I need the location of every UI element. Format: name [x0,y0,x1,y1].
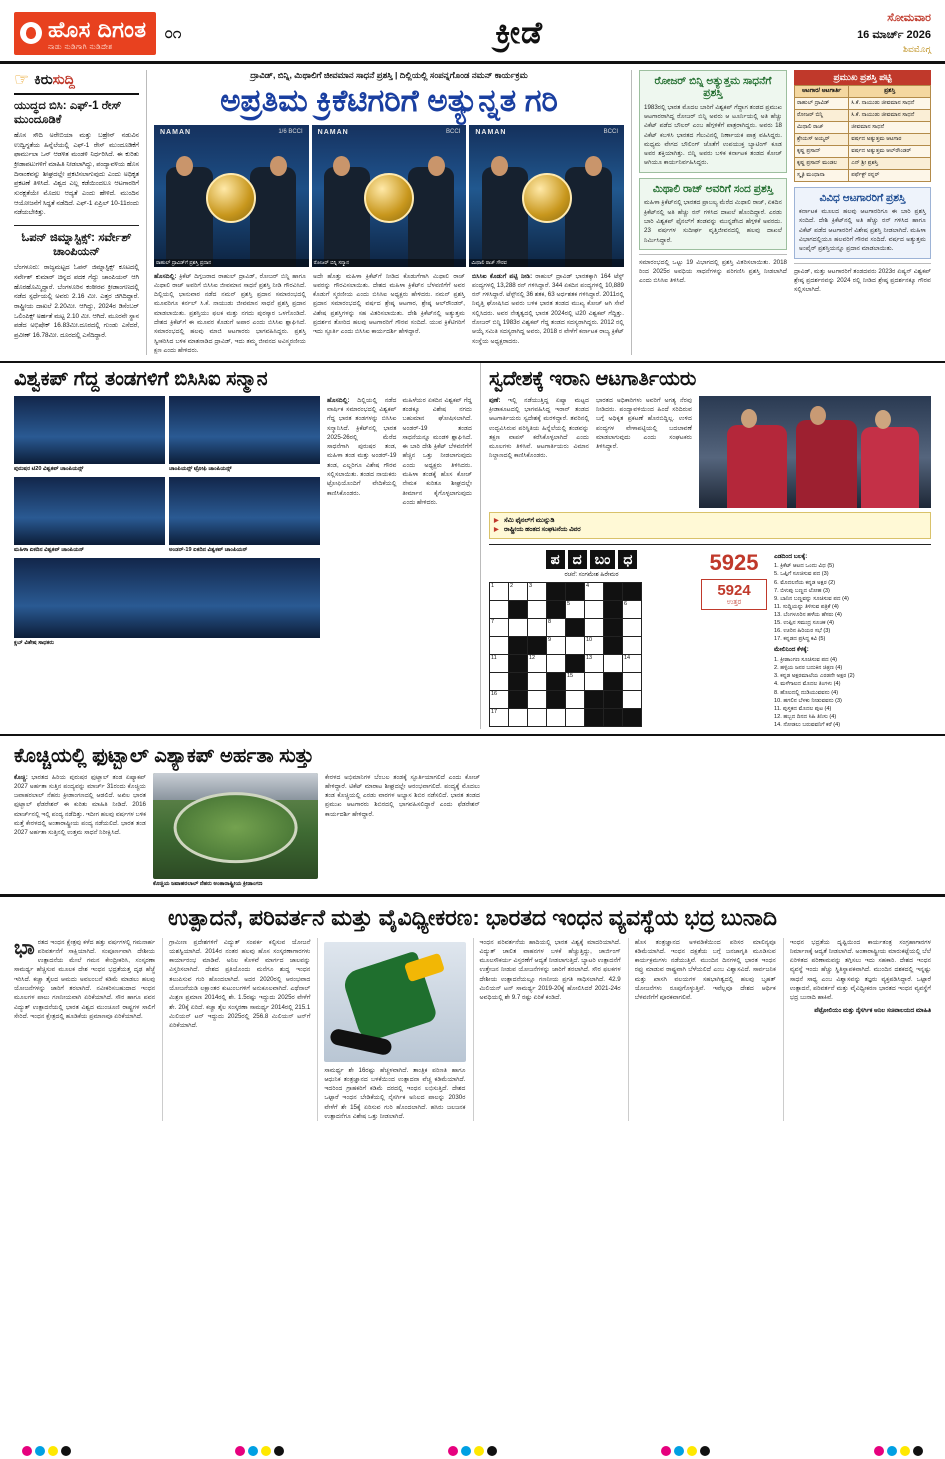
kochi-photo-caption: ಕೊಚ್ಚಿಯ ಜವಾಹರಲಾಲ್ ನೆಹರು ಅಂತಾರಾಷ್ಟ್ರೀಯ ಕ್ರೀಡಾಂಗಣ [153,880,263,887]
lead-photo-2 [312,125,467,267]
feature-col-4: ಇಂಧನ ಪರಿವರ್ತನೆಯ ಹಾದಿಯಲ್ಲಿ ಭಾರತ ವಿಶ್ವಕ್ಕೆ ಮಾದರಿಯಾಗಿದೆ. ವಿದ್ಯುತ್ ಚಾಲಿತ ವಾಹನಗಳ ಬಳಕೆ ಹೆಚ್ಚುತ್ತಿದ್ದು, ಚಾರ್ಜಿಂಗ್ ಮೂಲಸೌಕರ್ಯ ವಿಸ್ತರಣೆಗೆ ಆದ್ಯತೆ ನೀಡಲಾಗುತ್ತಿದೆ. ಬ್ಯಾಟರಿ ಉತ್ಪಾದನೆಗೆ ಉತ್ತೇಜನ ನೀಡುವ ಯೋಜನೆಗಳನ್ನು ಜಾರಿಗೆ ತರಲಾಗಿದೆ. ಸೌರ ಫಲಕಗಳ ದೇಶೀಯ ಉತ್ಪಾದನೆಯಲ್ಲೂ ಗಣನೀಯ ಪ್ರಗತಿ ಸಾಧಿಸಲಾಗಿದೆ. 42.9 ಮಿಲಿಯನ್ ಟನ್ ಸಾಮರ್ಥ್ಯ 2019-20ಕ್ಕೆ ಹೋಲಿಸಿದರೆ 2021-24ರ ಅವಧಿಯಲ್ಲಿ ಶೇ 9.7 ರಷ್ಟು ಏರಿಕೆ ಕಂಡಿದೆ. [473,938,621,1122]
crossword-grid[interactable]: 1 2 3 4 5 6 7 8 9 10 11 12 13 14 15 16 17 [489,582,642,727]
trophy-icon [206,173,256,223]
crossword-credit: ರಚನೆ: ಸಂಗಮೇಶ ಹಿರೇಮಠ [564,571,619,578]
edition-number: ೦೧ [164,24,182,42]
down-label: ಮೇಲಿನಿಂದ ಕೆಳಕ್ಕೆ: [774,647,809,654]
crossword-number: 5925 [709,549,759,575]
table-row: ಮಿಥಾಲಿ ರಾಜ್ ಜೀವಮಾನ ಸಾಧನೆ [795,121,931,133]
previous-answer-label: ಉತ್ತರ [726,598,742,606]
other-awards-title: ವಿವಿಧ ಆಟಗಾರರಿಗೆ ಪ್ರಶಸ್ತಿ [819,191,906,204]
feature-col-1: ಭಾರತದ ಇಂಧನ ಕ್ಷೇತ್ರವು ಕಳೆದ ಹತ್ತು ವರ್ಷಗಳಲ್ಲಿ ಗಮನಾರ್ಹ ಪರಿವರ್ತನೆಗೆ ಸಾಕ್ಷಿಯಾಗಿದೆ. ಸಂಪೂರ್ಣವಾಗಿ ದೇಶೀಯ ಉತ್ಪಾದನೆಯ ಮೇಲೆ ಗಮನ ಕೇಂದ್ರೀಕರಿಸಿ, ಸಂಸ್ಕರಣಾ ಸಾಮರ್ಥ್ಯ ಹೆಚ್ಚಿಸುವ ಮೂಲಕ ದೇಶ ಇಂಧನ ಭದ್ರತೆಯತ್ತ ದೃಢ ಹೆಜ್ಜೆ ಇರಿಸಿದೆ. ಕಚ್ಚಾ ತೈಲದ ಆಮದು ಅವಲಂಬನೆ ಕಡಿಮೆ ಮಾಡಲು ಹಲವು ಯೋಜನೆಗಳನ್ನು ಜಾರಿಗೆ ತರಲಾಗಿದೆ. ನವೀಕರಿಸಬಹುದಾದ ಇಂಧನ ಮೂಲಗಳ ಪಾಲು ಗಣನೀಯವಾಗಿ ಏರಿಕೆಯಾಗಿದೆ. ಸೌರ ಹಾಗೂ ಪವನ ವಿದ್ಯುತ್ ಉತ್ಪಾದನೆಯಲ್ಲಿ ಭಾರತ ವಿಶ್ವದ ಮುಂಚೂಣಿ ರಾಷ್ಟ್ರಗಳ ಸಾಲಿಗೆ ಸೇರಿದೆ. ಇಂಧನ ಕ್ಷೇತ್ರದಲ್ಲಿ ಹೂಡಿಕೆಯ ಪ್ರಮಾಣವೂ ಏರಿಕೆಯಾಗಿದೆ. [14,936,156,1020]
top-zone [0,64,945,356]
mithali-box-footer: ಸಮಾರಂಭದಲ್ಲಿ ಒಟ್ಟು 19 ವಿಭಾಗದಲ್ಲಿ ಪ್ರಶಸ್ತಿ ವಿತರಿಸಲಾಯಿತು. 2018 ರಿಂದ 2025ರ ಅವಧಿಯ ಸಾಧನೆಗಳನ್ನು ಪರಿಗಣಿಸಿ ಪ್ರಶಸ್ತಿ ನೀಡಲಾಗಿದೆ ಎಂದು ಬಿಸಿಸಿಐ ತಿಳಿಸಿದೆ. [639,254,787,286]
feature-story [0,894,945,1122]
kochi-col-2: ಕೇರಳದ ಅಭಿಮಾನಿಗಳ ಬೆಂಬಲ ತಂಡಕ್ಕೆ ಸ್ಫೂರ್ತಿಯಾಗಲಿದೆ ಎಂದು ಕೋಚ್ ಹೇಳಿದ್ದಾರೆ. ಟಿಕೆಟ್ ಮಾರಾಟ ಶೀಘ್ರದಲ್ಲೇ ಆರಂಭವಾಗಲಿದೆ. ಪಂದ್ಯಕ್ಕೆ ಮೊದಲು ತಂಡ ಕೊಚ್ಚಿಯಲ್ಲಿ ಎರಡು ವಾರಗಳ ಅಭ್ಯಾಸ ಶಿಬಿರ ನಡೆಸಲಿದೆ. ಭಾರತ ತಂಡದ ಪ್ರಮುಖ ಆಟಗಾರರು ಶಿಬಿರದಲ್ಲಿ ಭಾಗವಹಿಸಲಿದ್ದಾರೆ ಎಂದು ಫೆಡರೇಶನ್ ಕಾರ್ಯದರ್ಶಿ ಹೇಳಿದ್ದಾರೆ. [325,773,480,818]
irani-col-2: ಭಾರತದ ಅಧಿಕಾರಿಗಳು ಅವರಿಗೆ ಅಗತ್ಯ ನೆರವು ನೀಡಿದರು. ಪಂದ್ಯಾವಳಿಯಿಂದ ಹಿಂದೆ ಸರಿದಿರುವ ಬಗ್ಗೆ ಅಧಿಕೃತ ಪ್ರಕಟಣೆ ಹೊರಬಿದ್ದಿಲ್ಲ. ಉಳಿದ ಪಂದ್ಯಗಳ ವೇಳಾಪಟ್ಟಿಯಲ್ಲಿ ಬದಲಾವಣೆ ಮಾಡಲಾಗುವುದು ಎಂದು ಸಂಘಟಕರು ತಿಳಿಸಿದ್ದಾರೆ. [596,396,692,451]
ticker-item: ▶ ಸೆಮಿ ಫೈನಲ್‌ಗೆ ಮುನ್ನುಡಿ [494,517,926,525]
crossword-letter: ಧ [618,550,637,569]
gallery-caption: ಅಂಡರ್-19 ಏಕದಿನ ವಿಶ್ವಕಪ್ ಚಾಂಪಿಯನ್ [169,546,248,553]
table-row: ಕೃಷ್ಣ ಪ್ರಸಾದ್ ಮಂಡಲ ಎನ್ ಶ್ರೀ ಪ್ರಶಸ್ತಿ [795,157,931,169]
gallery-caption: ಕ್ಲಬ್ ವಿಶೇಷ ಸಾಧಕರು [14,639,55,646]
mithali-box [639,178,787,250]
clue-item: 7. ಬಿಳುಪು ಬಣ್ಣದ ಲೋಹ (3) [774,587,830,594]
team-photo [169,396,320,464]
crossword-letter: ಬಂ [590,550,616,569]
clue-item: 5. ಒಪ್ಪಿಗೆ ಸೂಚಿಸುವ ಪದ (3) [774,571,829,578]
middle-zone [0,361,945,729]
feature-col-3-text: ಸಾಮರ್ಥ್ಯ ಶೇ 16ರಷ್ಟು ಹೆಚ್ಚಳವಾಗಿದೆ. ತಾಂತ್ರಿಕ ಪರಿಣತಿ ಹಾಗೂ ಆಧುನಿಕ ತಂತ್ರಜ್ಞಾನದ ಬಳಕೆಯಿಂದ ಉತ್ಪಾದನಾ ವೆಚ್ಚ ಕಡಿಮೆಯಾಗಿದೆ. ಇದರಿಂದ ಗ್ರಾಹಕರಿಗೆ ಕಡಿಮೆ ದರದಲ್ಲಿ ಇಂಧನ ಲಭಿಸುತ್ತಿದೆ. ದೇಶದ ಒಟ್ಟಾರೆ ಇಂಧನ ಬೇಡಿಕೆಯಲ್ಲಿ ನೈಸರ್ಗಿಕ ಅನಿಲದ ಪಾಲನ್ನು 2030ರ ವೇಳೆಗೆ ಶೇ 15ಕ್ಕೆ ಏರಿಸುವ ಗುರಿ ಹೊಂದಲಾಗಿದೆ. ಹಸಿರು ಜಲಜನಕ ಉತ್ಪಾದನೆಗೂ ವಿಶೇಷ ಒತ್ತು ನೀಡಲಾಗಿದೆ. [324,1066,466,1121]
clue-item: 1. ಕ್ರಿಕೆಟ್ ಆಟದ ಒಂದು ವಿಧ (5) [774,563,835,570]
stadium-photo [153,773,318,879]
brief-headline-1: ಯುದ್ಧದ ಬಿಸಿ: ಎಫ್-1 ರೇಸ್ ಮುಂದೂಡಿಕೆ [14,99,122,126]
photo-banner-sub-2: BCCI [446,128,461,135]
irani-col-1: ಪುಣೆ: ಇಲ್ಲಿ ನಡೆಯುತ್ತಿದ್ದ ಏಷ್ಯಾ ಮಟ್ಟದ ಕ್ರೀಡಾಕೂಟದಲ್ಲಿ ಭಾಗವಹಿಸಿದ್ದ ಇರಾನ್ ತಂಡದ ಆಟಗಾರ್ತಿಯರು ಸ್ವದೇಶಕ್ಕೆ ಮರಳಿದ್ದಾರೆ. ತವರಿನಲ್ಲಿ ಉದ್ಭವಿಸಿರುವ ಪರಿಸ್ಥಿತಿಯ ಹಿನ್ನೆಲೆಯಲ್ಲಿ ತಂಡವನ್ನು ತಕ್ಷಣ ವಾಪಸ್ ಕರೆಸಿಕೊಳ್ಳಲಾಗಿದೆ ಎಂದು ಮೂಲಗಳು ತಿಳಿಸಿವೆ. ಆಟಗಾರ್ತಿಯರು ವಿಮಾನ ನಿಲ್ದಾಣದಲ್ಲಿ ಕಾಣಿಸಿಕೊಂಡರು. [489,396,589,460]
clue-item: 6. ಮೊದಲನೆಯ ಕನ್ನಡ ಅಕ್ಷರ (2) [774,579,836,586]
gallery-caption: ಚಾಂಪಿಯನ್ಸ್ ಟ್ರೋಫಿ ಚಾಂಪಿಯನ್ಸ್ [169,465,232,472]
logo-block [14,12,181,55]
table-row: ರೋಜರ್ ಬಿನ್ನಿ ಸಿ.ಕೆ. ನಾಯುಡು ಜೀವಮಾನ ಸಾಧನೆ [795,109,931,121]
clue-item: 10. ಹಗಲಿನ ಬೆಳಕು ನೀಡುವವನು (3) [774,697,842,704]
lead-photo-strip [154,125,624,267]
feature-col-2: ಗ್ರಾಮೀಣ ಪ್ರದೇಶಗಳಿಗೆ ವಿದ್ಯುತ್ ಸಂಪರ್ಕ ಕಲ್ಪಿಸುವ ಯೋಜನೆ ಯಶಸ್ವಿಯಾಗಿದೆ. 2014ರ ನಂತರ ಹಲವು ಹೊಸ ಸಂಸ್ಕರಣಾಗಾರಗಳು ಕಾರ್ಯಾರಂಭ ಮಾಡಿವೆ. ಅನಿಲ ಕೊಳವೆ ಮಾರ್ಗದ ಜಾಲವನ್ನು ವಿಸ್ತರಿಸಲಾಗಿದೆ. ದೇಶದ ಪ್ರತಿಯೊಂದು ಮನೆಗೂ ಶುದ್ಧ ಇಂಧನ ತಲುಪಿಸುವ ಗುರಿ ಹೊಂದಲಾಗಿದೆ. ಅದರ 2020ರಲ್ಲಿ ಆರಂಭವಾದ ಯೋಜನೆಯಡಿ ಲಕ್ಷಾಂತರ ಕುಟುಂಬಗಳಿಗೆ ಅನುಕೂಲವಾಗಿದೆ. ಎಥೆನಾಲ್ ಮಿಶ್ರಣ ಪ್ರಮಾಣ 2014ರಲ್ಲಿ ಶೇ. 1.5ರಷ್ಟು ಇದ್ದುದು 2025ರ ವೇಳೆಗೆ ಶೇ. 20ಕ್ಕೆ ಏರಿದೆ. ಕಚ್ಚಾ ತೈಲ ಸಂಸ್ಕರಣಾ ಸಾಮರ್ಥ್ಯ 2014ರಲ್ಲಿ 215.1 ಮಿಲಿಯನ್ ಟನ್ ಇದ್ದುದು 2025ರಲ್ಲಿ 256.8 ಮಿಲಿಯನ್ ಟನ್‌ಗೆ ಏರಿಕೆಯಾಗಿದೆ. [162,938,310,1122]
clue-item: 14. ನೋಡಲು ಬರುವವನಿಗೆ ಕರೆ (4) [774,722,841,729]
crossword-letter: ಪ [546,550,565,569]
clue-item: 16. ಊರಿನ ಹಿರಿಯರ ಸಭೆ (3) [774,628,831,635]
team-photo [169,477,320,545]
worldcup-story [14,363,480,729]
gallery-item [169,477,320,554]
worldcup-col-2: ಮಹಿಳೆಯರ ಏಕದಿನ ವಿಶ್ವಕಪ್ ಗೆದ್ದ ತಂಡಕ್ಕೂ ವಿಶೇಷ ನಗದು ಬಹುಮಾನ ಘೋಷಿಸಲಾಗಿದೆ. ಅಂಡರ್-19 ತಂಡದ ಸಾಧನೆಯನ್ನೂ ಮಂಡಳಿ ಶ್ಲಾಘಿಸಿದೆ. ಈ ಬಾರಿ ದೇಶಿ ಕ್ರಿಕೆಟ್ ಬೆಳವಣಿಗೆಗೆ ಹೆಚ್ಚಿನ ಒತ್ತು ನೀಡಲಾಗುವುದು ಎಂದು ಅಧ್ಯಕ್ಷರು ತಿಳಿಸಿದರು. ಮಹಿಳಾ ತಂಡಕ್ಕೆ ಹೊಸ ಕೋಚ್ ನೇಮಕ ಕುರಿತೂ ಶೀಘ್ರದಲ್ಲೇ ತೀರ್ಮಾನ ಕೈಗೊಳ್ಳಲಾಗುವುದು ಎಂದು ಹೇಳಿದರು. [402,396,472,506]
color-dots-right [874,1446,923,1456]
crossword-letter: ದ [568,550,587,569]
ticker-item: ▶ ರಾಷ್ಟ್ರೀಯ ಹಂತದ ಸಂಘಟನೆಯ ವಿವರ [494,526,926,534]
worldcup-gallery [14,396,320,647]
mithali-box-title: ಮಿಥಾಲಿ ರಾಜ್ ಅವರಿಗೆ ಸಂದ ಪ್ರಶಸ್ತಿ [652,182,774,195]
feature-col-6 [783,938,931,1122]
feature-signoff: ಪೆಟ್ರೋಲಿಯಂ ಮತ್ತು ನೈಸರ್ಗಿಕ ಅನಿಲ ಸಚಿವಾಲಯದ ಮಾಹಿತಿ [814,1007,932,1014]
kochi-story [0,734,945,887]
feature-col-3 [317,938,465,1122]
irani-story [480,363,931,729]
sidebar-right [794,70,931,356]
clue-item: 2. ಹಳ್ಳಿಯ ಜನರ ಬದುಕಿನ ಚಿತ್ರಣ (4) [774,665,843,672]
photo-banner-1: NAMAN [160,128,192,136]
clue-item: 3. ಕನ್ನಡ ಅಕ್ಷರಮಾಲೆಯ ಎರಡನೇ ಅಕ್ಷರ (2) [774,673,855,680]
other-awards-box [794,187,931,259]
gallery-item [14,477,165,554]
publication-logo [14,12,156,55]
color-dots-left [22,1446,71,1456]
brief-text-2: ಬೆಂಗಳೂರು: ರಾಜ್ಯಮಟ್ಟದ ಓಪನ್ ಜಿಮ್ನಾಸ್ಟಿಕ್ಸ್ ಕೂಟದಲ್ಲಿ ಸರ್ವೇಶ್ ಕುಮಾರ್ ಚಿನ್ನದ ಪದಕ ಗೆದ್ದು ಚಾಂಪಿಯನ್ ಆಗಿ ಹೊರಹೊಮ್ಮಿದ್ದಾರೆ. ಬೆಂಗಳೂರಿನ ಕಂಠೀರವ ಕ್ರೀಡಾಂಗಣದಲ್ಲಿ ನಡೆದ ಸ್ಪರ್ಧೆಯಲ್ಲಿ ಅವರು 2.16 ಮೀ. ಎತ್ತರ ಜಿಗಿದಿದ್ದಾರೆ. ರಾಷ್ಟ್ರೀಯ ದಾಖಲೆ 2.20ಮೀ. ಆಗಿದ್ದು, 2024ರ ಡಿಸೆಂಬರ್ ಒಲಿಂಪಿಕ್ಸ್ ಅರ್ಹತೆ ಮಟ್ಟ 2.10 ಮೀ. ಆಗಿದೆ. ಮೂರನೇ ಸ್ಥಾನ ಪಡೆದ ಅಭಿಷೇಕ್ 16.83ಮೀ.ದೂರದಲ್ಲಿ ಗುಂಡು ಎಸೆದರೆ, ಪ್ರವೀಣ್ 16.78ಮೀ. ದೂರದಲ್ಲಿ ಎಸೆದಿದ್ದಾರೆ. [14,264,139,339]
weekday: ಸೋಮವಾರ [887,12,931,24]
clue-item: 13. ಬೆಂಗಳೂರಿನ ಹಳೆಯ ಹೆಸರು (4) [774,612,842,619]
awards-table-caption: ಪ್ರಮುಖ ಪ್ರಶಸ್ತಿ ಪಟ್ಟಿ [794,70,931,85]
gallery-item [169,396,320,473]
team-photo [14,396,165,464]
publication-tagline: ನಾಡು ನುಡಿಗಾಗಿ ನುಡಿದೇಶ [48,43,113,51]
clue-item: 11. ಪುಸ್ತಕದ ಮೊದಲ ಪುಟ (4) [774,705,832,712]
awards-th-0: ಆಟಗಾರ/ ಆಟಗಾರ್ತಿ [795,85,849,97]
gallery-caption: ಮಹಿಳಾ ಏಕದಿನ ವಿಶ್ವಕಪ್ ಚಾಂಪಿಯನ್ [14,546,85,553]
gallery-caption: ಪುರುಷರ ಟಿ20 ವಿಶ್ವಕಪ್ ಚಾಂಪಿಯನ್ಸ್ [14,465,84,472]
table-row: ಸ್ಮೃತಿ ಮಂಧಾನಾ ಪರ್ಫೆಕ್ಟ್ ರನ್ನರ್ [795,169,931,181]
clue-item: 12. ಹಬ್ಬದ ದಿನದ ಸಿಹಿ ತಿನಿಸು (4) [774,713,837,720]
gallery-item [14,396,165,473]
lead-photo-caption-2: ರೋಜರ್ ಬಿನ್ನಿ ಸನ್ಮಾನ [312,259,467,267]
lead-story [146,70,631,356]
irani-headline: ಸ್ವದೇಶಕ್ಕೆ ಇರಾನಿ ಆಟಗಾರ್ತಿಯರು [489,368,697,391]
team-photo [14,477,165,545]
worldcup-col-1: ಹೊಸದಿಲ್ಲಿ: ದಿಲ್ಲಿಯಲ್ಲಿ ನಡೆದ ವಾರ್ಷಿಕ ಸಮಾರಂಭದಲ್ಲಿ ವಿಶ್ವಕಪ್ ಗೆದ್ದ ಭಾರತ ತಂಡಗಳನ್ನು ಬಿಸಿಸಿಐ ಸನ್ಮಾನಿಸಿದೆ. ಕ್ರಿಕೆಟ್‌ನಲ್ಲಿ ಭಾರತ 2025-26ರಲ್ಲಿ ಮೆರೆದ ಸಾಧನೆಗಾಗಿ ಪುರುಷರ ತಂಡ, ಮಹಿಳಾ ತಂಡ ಮತ್ತು ಅಂಡರ್-19 ತಂಡ, ಎಲ್ಲರಿಗೂ ವಿಶೇಷ ಗೌರವ ಸಲ್ಲಿಸಲಾಯಿತು. ತಂಡದ ನಾಯಕರು ಟ್ರೋಫಿಯೊಂದಿಗೆ ವೇದಿಕೆಯಲ್ಲಿ ಕಾಣಿಸಿಕೊಂಡರು. [327,396,397,497]
color-dots-mid-left [235,1446,284,1456]
lead-headline: ಅಪ್ರತಿಮ ಕ್ರಿಕೆಟಿಗರಿಗೆ ಅತ್ಯುನ್ನತ ಗರಿ [220,82,558,118]
lead-kicker: ದ್ರಾವಿಡ್, ಬಿನ್ನಿ, ಮಿಥಾಲಿಗೆ ಜೀವಮಾನ ಸಾಧನೆ ಪ್ರಶಸ್ತಿ | ದಿಲ್ಲಿಯಲ್ಲಿ ಸಂಪನ್ನಗೊಂಡ ನಮನ್ ಕಾರ್ಯಕ್ರಮ [250,69,528,80]
team-photo [14,558,320,638]
lead-col-3: ಬಿಸಿಸಿಐ ಕೊಡುಗೆ ಪಟ್ಟಿ ನೀಡಿ: ರಾಹುಲ್ ದ್ರಾವಿಡ್ ಭಾರತಕ್ಕಾಗಿ 164 ಟೆಸ್ಟ್ ಪಂದ್ಯಗಳಲ್ಲಿ 13,288 ರನ್ ಗಳಿಸಿದ್ದಾರೆ. 344 ಏಕದಿನ ಪಂದ್ಯಗಳಲ್ಲಿ 10,889 ರನ್ ಗಳಿಸಿದ್ದಾರೆ. ಟೆಸ್ಟ್‌ನಲ್ಲಿ 36 ಶತಕ, 63 ಅರ್ಧಶತಕ ಗಳಿಸಿದ್ದಾರೆ. 2011ರಲ್ಲಿ ನಿವೃತ್ತಿ ಘೋಷಿಸಿದ ಅವರು ಬಳಿಕ ಭಾರತ ತಂಡದ ಮುಖ್ಯ ಕೋಚ್ ಆಗಿ ಸೇವೆ ಸಲ್ಲಿಸಿದರು. ಅವರ ನೇತೃತ್ವದಲ್ಲಿ ಭಾರತ 2024ರಲ್ಲಿ ಟಿ20 ವಿಶ್ವಕಪ್ ಗೆದ್ದಿತ್ತು. ರೋಜರ್ ಬಿನ್ನಿ 1983ರ ವಿಶ್ವಕಪ್ ಗೆದ್ದ ತಂಡದ ಸದಸ್ಯರಾಗಿದ್ದರು. 2012 ರಲ್ಲಿ ಆಯ್ಕೆ ಸಮಿತಿ ಸದಸ್ಯರಾಗಿದ್ದ ಅವರು, 2018 ರ ವೇಳೆಗೆ ಕರ್ನಾಟಕ ರಾಜ್ಯ ಕ್ರಿಕೆಟ್ ಸಂಸ್ಥೆಯ ಅಧ್ಯಕ್ಷರಾದರು. [472,272,624,345]
feature-columns [14,938,931,1122]
irani-ticker [489,512,931,539]
binny-box [639,70,787,173]
kochi-col-1: ಕೊಚ್ಚಿ: ಭಾರತದ ಹಿರಿಯ ಪುರುಷರ ಫುಟ್ಬಾಲ್ ತಂಡ ಏಷ್ಯಾಕಪ್ 2027 ಅರ್ಹತಾ ಸುತ್ತಿನ ಪಂದ್ಯವನ್ನು ಮಾರ್ಚ್ 31ರಂದು ಕೊಚ್ಚಿಯ ಜವಾಹರಲಾಲ್ ನೆಹರು ಕ್ರೀಡಾಂಗಣದಲ್ಲಿ ಆಡಲಿದೆ. ಅಖಿಲ ಭಾರತ ಫುಟ್ಬಾಲ್ ಫೆಡರೇಶನ್ ಈ ಕುರಿತು ಮಾಹಿತಿ ನೀಡಿದೆ. 2016 ಮಾರ್ಚ್‌ನಲ್ಲಿ ಇಲ್ಲಿ ಪಂದ್ಯ ನಡೆದಿತ್ತು. ಇದೀಗ ಹಲವು ವರ್ಷಗಳ ಬಳಿಕ ಮತ್ತೆ ಕೇರಳದಲ್ಲಿ ಅಂತಾರಾಷ್ಟ್ರೀಯ ಪಂದ್ಯ ನಡೆಯಲಿದೆ. ಭಾರತ ತಂಡ 2027 ಅರ್ಹತಾ ಸುತ್ತಿನಲ್ಲಿ ಉತ್ತಮ ಸಾಧನೆ ನಿರೀಕ್ಷಿಸಿದೆ. [14,773,146,837]
color-dots-mid [448,1446,497,1456]
lead-photo-caption-1: ರಾಹುಲ್ ದ್ರಾವಿಡ್‌ಗೆ ಪ್ರಶಸ್ತಿ ಪ್ರದಾನ [154,259,309,267]
clue-item: 17. ಕನ್ನಡದ ಪ್ರಸಿದ್ಧ ಕವಿ (5) [774,636,826,643]
brief-headline-2: ಓಪನ್ ಜಿಮ್ನಾಸ್ಟಿಕ್ಸ್: ಸರ್ವೇಶ್ ಚಾಂಪಿಯನ್ [14,225,139,260]
lead-photo-1 [154,125,309,267]
clue-item: 15. ಉಪ್ಪಿನ ಸಮುದ್ರ ಸೂಚಕ (4) [774,620,834,627]
feature-headline: ಉತ್ಪಾದನೆ, ಪರಿವರ್ತನೆ ಮತ್ತು ವೈವಿಧ್ಯೀಕರಣ: ಭಾರತದ ಇಂಧನ ವ್ಯವಸ್ಥೆಯ ಭದ್ರ ಬುನಾದಿ [168,904,777,930]
trophy-icon [522,173,572,223]
brief-text-1: ಹೊಸ ಸೌದಿ ಅರೇಬಿಯಾ ಮತ್ತು ಬಹ್ರೇನ್ ನಡುವಿನ ಉದ್ವಿಗ್ನತೆಯ ಹಿನ್ನೆಲೆಯಲ್ಲಿ ಎಫ್-1 ರೇಸ್ ಮುಂದೂಡಿಕೆಗೆ ಫಾರ್ಮುಲಾ ಒನ್ ಆಡಳಿತ ಮಂಡಳಿ ನಿರ್ಧರಿಸಿದೆ. ಈ ಕುರಿತು ಕ್ರೀಡಾಪಟುಗಳಿಗೆ ಮಾಹಿತಿ ನೀಡಲಾಗಿದ್ದು, ಪಂದ್ಯಾವಳಿಯ ಹೊಸ ದಿನಾಂಕವನ್ನು ಶೀಘ್ರದಲ್ಲೇ ಪ್ರಕಟಿಸಲಾಗುವುದು ಎಂದು ಅಧಿಕೃತ ಪ್ರಕಟಣೆ ತಿಳಿಸಿದೆ. ವಿಶ್ವದ ಎಲ್ಲ ಕಡೆಯಿಂದಲೂ ಆಟಗಾರರಿಗೆ ಸುರಕ್ಷತೆಯೇ ಮೊದಲ ಆದ್ಯತೆ ಎಂದು ಹೇಳಿದೆ. ಮುಂದಿನ ಆಯೋಜನೆಗೆ ಸಿದ್ಧತೆ ನಡೆದಿದೆ. ಎಫ್-1 ಏಪ್ರಿಲ್ 10-11ರಂದು ನಡೆಯಬೇಕಿತ್ತು. [14,132,139,217]
briefs-title: ಕಿರುಸುದ್ದಿ [34,71,75,87]
lead-sidebar [631,70,931,356]
other-awards-text: ಕರ್ನಾಟಕ ಮೂಲದ ಹಲವು ಆಟಗಾರರಿಗೂ ಈ ಬಾರಿ ಪ್ರಶಸ್ತಿ ಸಂದಿದೆ. ದೇಶಿ ಕ್ರಿಕೆಟ್‌ನಲ್ಲಿ ಅತಿ ಹೆಚ್ಚು ರನ್ ಗಳಿಸಿದ ಹಾಗೂ ವಿಕೆಟ್ ಪಡೆದ ಆಟಗಾರರಿಗೆ ವಿಶೇಷ ಪ್ರಶಸ್ತಿ ನೀಡಲಾಗಿದೆ. ಮಹಿಳಾ ವಿಭಾಗದಲ್ಲಿಯೂ ಹಲವರಿಗೆ ಗೌರವ ಸಂದಿದೆ. ವರ್ಷದ ಅತ್ಯುತ್ತಮ ಅಂಪೈರ್ ಪ್ರಶಸ್ತಿಯನ್ನೂ ಪ್ರದಾನ ಮಾಡಲಾಯಿತು. [799,208,926,253]
lead-body [154,272,624,356]
crossword-grid-block [489,550,694,729]
sidebar-left [639,70,787,356]
crossword-numbers [701,550,767,729]
date: 16 ಮಾರ್ಚ್ 2026 [857,28,931,41]
publication-name: ಹೊಸ ದಿಗಂತ [48,16,147,42]
crossword-section [489,544,931,729]
gallery-item [14,558,320,647]
lead-col-1: ಹೊಸದಿಲ್ಲಿ: ಕ್ರಿಕೆಟ್ ದಿಗ್ಗಜರಾದ ರಾಹುಲ್ ದ್ರಾವಿಡ್, ರೋಜರ್ ಬಿನ್ನಿ ಹಾಗೂ ಮಿಥಾಲಿ ರಾಜ್ ಅವರಿಗೆ ಬಿಸಿಸಿಐ ಜೀವಮಾನ ಸಾಧನೆ ಪ್ರಶಸ್ತಿ ನೀಡಿ ಗೌರವಿಸಿದೆ. ದಿಲ್ಲಿಯಲ್ಲಿ ಭಾನುವಾರ ನಡೆದ ನಮನ್ ಪ್ರಶಸ್ತಿ ಪ್ರದಾನ ಸಮಾರಂಭದಲ್ಲಿ ಮೂವರಿಗೂ ಕರ್ನಲ್ ಸಿ.ಕೆ. ನಾಯುಡು ಜೀವಮಾನ ಸಾಧನೆ ಪ್ರಶಸ್ತಿ ಪ್ರದಾನ ಮಾಡಲಾಯಿತು. ಪ್ರಶಸ್ತಿಯು ಫಲಕ ಮತ್ತು ನಗದು ಪುರಸ್ಕಾರ ಒಳಗೊಂಡಿದೆ. ದೇಶದ ಕ್ರಿಕೆಟ್‌ಗೆ ಈ ಮೂವರ ಕೊಡುಗೆ ಅಪಾರ ಎಂದು ಬಿಸಿಸಿಐ ಶ್ಲಾಘಿಸಿದೆ. ಸಮಾರಂಭದಲ್ಲಿ ಹಲವು ಮಾಜಿ ಆಟಗಾರರು ಭಾಗವಹಿಸಿದ್ದರು. ಪ್ರಶಸ್ತಿ ಸ್ವೀಕರಿಸಿದ ಬಳಿಕ ಮಾತನಾಡಿದ ದ್ರಾವಿಡ್, ಇದು ತಮ್ಮ ಜೀವನದ ಅವಿಸ್ಮರಣೀಯ ಕ್ಷಣ ಎಂದು ಹೇಳಿದರು. [154,272,306,354]
clue-item: 4. ಮಳೆಗಾಲದ ಮೊದಲ ತಿಂಗಳು (4) [774,681,841,688]
lead-photo-3 [469,125,624,267]
fuel-nozzle-icon [324,942,465,1062]
table-row: ರಾಹುಲ್ ದ್ರಾವಿಡ್ ಸಿ.ಕೆ. ನಾಯುಡು ಜೀವಮಾನ ಸಾಧನೆ [795,97,931,109]
dateline [857,10,931,57]
binny-box-title: ರೋಜರ್ ಬಿನ್ನಿ ಅತ್ಯುತ್ತಮ ಸಾಧನೆಗೆ ಪ್ರಶಸ್ತಿ [654,74,772,100]
other-awards-footer: ದ್ರಾವಿಡ್, ಮತ್ತು ಆಟಗಾರರಿಗೆ ತಂಡದವರು 2023ರ ಏಷ್ಯನ್ ವಿಶ್ವಕಪ್ ಶ್ರೇಷ್ಠ ಪ್ರದರ್ಶನವನ್ನು 2024 ರಲ್ಲಿ ನೀಡಿದ ಶ್ರೇಷ್ಠ ಪ್ರದರ್ಶನಕ್ಕೂ ಗೌರವ ಸಲ್ಲಿಸಲಾಗಿದೆ. [794,263,931,295]
feature-col-5: ಹೊಸ ತಂತ್ರಜ್ಞಾನದ ಅಳವಡಿಕೆಯಿಂದ ಪರಿಸರ ಮಾಲಿನ್ಯವೂ ಕಡಿಮೆಯಾಗಿದೆ. ಇಂಧನ ದಕ್ಷತೆಯ ಬಗ್ಗೆ ಜನಜಾಗೃತಿ ಮೂಡಿಸುವ ಕಾರ್ಯಕ್ರಮಗಳು ನಡೆಯುತ್ತಿವೆ. ಮುಂದಿನ ದಿನಗಳಲ್ಲಿ ಭಾರತ ಇಂಧನ ರಫ್ತು ಮಾಡುವ ರಾಷ್ಟ್ರವಾಗಿ ಬೆಳೆಯಲಿದೆ ಎಂಬ ವಿಶ್ವಾಸವಿದೆ. ಸಾರ್ವಜನಿಕ ಮತ್ತು ಖಾಸಗಿ ವಲಯಗಳ ಸಹಭಾಗಿತ್ವದಲ್ಲಿ ಹಲವು ಬೃಹತ್ ಯೋಜನೆಗಳು ರೂಪುಗೊಳ್ಳುತ್ತಿವೆ. ಇವೆಲ್ಲವೂ ದೇಶದ ಆರ್ಥಿಕ ಬೆಳವಣಿಗೆಗೆ ಪೂರಕವಾಗಲಿವೆ. [628,938,776,1122]
previous-answer-box [701,579,767,610]
color-dots-mid-right [661,1446,710,1456]
clue-item: 1. ಕ್ರೀಡಾಂಗಣ ಸೂಚಿಸುವ ಪದ (4) [774,657,838,664]
clue-item: 8. ಹೊಲದಲ್ಲಿ ದುಡಿಯುವವನು (4) [774,689,839,696]
table-row: ಕೃಷ್ಣ ಪ್ರಸಾದ್ ವರ್ಷದ ಅತ್ಯುತ್ತಮ ಆಲ್‌ರೌಂಡರ್ [795,145,931,157]
clue-item: 9. ಬಾನಿನ ಬಣ್ಣವನ್ನು ಸೂಚಿಸುವ ಪದ (4) [774,595,849,602]
color-registration-bar [0,1443,945,1459]
photo-banner-3: NAMAN [475,128,507,136]
feature-col-6-text: ಇಂಧನ ಭದ್ರತೆಯ ದೃಷ್ಟಿಯಿಂದ ಕಾರ್ಯತಂತ್ರ ಸಂಗ್ರಹಾಗಾರಗಳ ನಿರ್ಮಾಣಕ್ಕೆ ಆದ್ಯತೆ ನೀಡಲಾಗಿದೆ. ಅಂತಾರಾಷ್ಟ್ರೀಯ ಮಾರುಕಟ್ಟೆಯಲ್ಲಿ ಬೆಲೆ ಏರಿಳಿತದ ಪರಿಣಾಮವನ್ನು ತಗ್ಗಿಸಲು ಇದು ಸಹಕಾರಿ. ದೇಶದ ಇಂಧನ ವ್ಯವಸ್ಥೆ ಇಂದು ಹೆಚ್ಚು ಸ್ಥಿತಿಸ್ಥಾಪಕವಾಗಿದೆ. ಮುಂದಿನ ದಶಕದಲ್ಲಿ ಇನ್ನಷ್ಟು ಸಾಧನೆ ಸಾಧ್ಯ ಎಂಬ ವಿಶ್ವಾಸವನ್ನು ತಜ್ಞರು ವ್ಯಕ್ತಪಡಿಸಿದ್ದಾರೆ. ಒಟ್ಟಾರೆ ಉತ್ಪಾದನೆ, ಪರಿವರ್ತನೆ ಮತ್ತು ವೈವಿಧ್ಯೀಕರಣ ಭಾರತದ ಇಂಧನ ವ್ಯವಸ್ಥೆಗೆ ಭದ್ರ ಬುನಾದಿ ಹಾಕಿವೆ. [789,938,932,1002]
mithali-box-text: ಮಹಿಳಾ ಕ್ರಿಕೆಟ್‌ನಲ್ಲಿ ಭಾರತದ ಪ್ರಾಬಲ್ಯ ಮೆರೆದ ಮಿಥಾಲಿ ರಾಜ್, ಏಕದಿನ ಕ್ರಿಕೆಟ್‌ನಲ್ಲಿ ಅತಿ ಹೆಚ್ಚು ರನ್ ಗಳಿಸಿದ ದಾಖಲೆ ಹೊಂದಿದ್ದಾರೆ. ಎರಡು ಬಾರಿ ವಿಶ್ವಕಪ್ ಫೈನಲ್‌ಗೆ ತಂಡವನ್ನು ಮುನ್ನಡೆಸಿದ ಹೆಗ್ಗಳಿಕೆ ಅವರದು. 23 ವರ್ಷಗಳ ಸುದೀರ್ಘ ವೃತ್ತಿಜೀವನದಲ್ಲಿ ಹಲವು ದಾಖಲೆ ನಿರ್ಮಿಸಿದ್ದಾರೆ. [644,199,782,244]
flame-icon [20,22,42,44]
previous-number: 5924 [717,581,751,599]
irani-photo [699,396,931,508]
photo-banner-sub-3: BCCI [603,128,619,135]
pointing-hand-icon: ☞ [14,69,30,89]
worldcup-headline: ವಿಶ್ವಕಪ್ ಗೆದ್ದ ತಂಡಗಳಿಗೆ ಬಿಸಿಸಿಐ ಸನ್ಮಾನ [14,368,268,391]
place: ಶಿವಮೊಗ್ಗ [903,44,931,54]
masthead [0,0,945,64]
crossword-title [489,550,694,569]
lead-col-2: ಅದೇ ಹೊತ್ತು ಮಹಿಳಾ ಕ್ರಿಕೆಟ್‌ಗೆ ನೀಡಿದ ಕೊಡುಗೆಗಾಗಿ ಮಿಥಾಲಿ ರಾಜ್ ಅವರನ್ನು ಗೌರವಿಸಲಾಯಿತು. ದೇಶದ ಮಹಿಳಾ ಕ್ರಿಕೆಟ್‌ನ ಬೆಳವಣಿಗೆಗೆ ಅವರ ಕೊಡುಗೆ ಸ್ಮರಣೀಯ ಎಂದು ಬಿಸಿಸಿಐ ಅಧ್ಯಕ್ಷರು ಹೇಳಿದರು. ನಮನ್ ಪ್ರಶಸ್ತಿ ಪ್ರದಾನ ಸಮಾರಂಭದಲ್ಲಿ ವರ್ಷದ ಶ್ರೇಷ್ಠ ಆಟಗಾರ, ಶ್ರೇಷ್ಠ ಆಲ್‌ರೌಂಡರ್, ವಿಶೇಷ ಪ್ರಶಸ್ತಿಗಳನ್ನು ಸಹ ವಿತರಿಸಲಾಯಿತು. ದೇಶಿ ಕ್ರಿಕೆಟ್‌ನಲ್ಲಿ ಅತ್ಯುತ್ತಮ ಪ್ರದರ್ಶನ ತೋರಿದ ಹಲವು ಆಟಗಾರರಿಗೆ ಗೌರವ ಸಂದಿದೆ. ಯುವ ಕ್ರಿಕೆಟಿಗರಿಗೆ ಇದು ಸ್ಫೂರ್ತಿ ಎಂದು ಬಿಸಿಸಿಐ ಕಾರ್ಯದರ್ಶಿ ಹೇಳಿದ್ದಾರೆ. [313,272,465,336]
clue-item: 11. ಸುದ್ದಿಯನ್ನು ತಿಳಿಸುವ ಪತ್ರಿಕೆ (4) [774,603,839,610]
table-row: ಶ್ರೇಯಸ್ ಅಯ್ಯರ್ ವರ್ಷದ ಅತ್ಯುತ್ತಮ ಆಟಗಾರ [795,133,931,145]
trophy-icon [364,173,414,223]
photo-banner-2: NAMAN [317,128,349,136]
kochi-headline: ಕೊಚ್ಚಿಯಲ್ಲಿ ಫುಟ್ಬಾಲ್ ಎಶ್ಯಾಕಪ್ ಅರ್ಹತಾ ಸುತ್ತು [14,745,314,768]
awards-table [794,70,931,182]
crossword-clues [774,550,931,729]
photo-banner-sub-1: 1/6 BCCI [278,128,303,135]
binny-box-text: 1983ರಲ್ಲಿ ಭಾರತ ಮೊದಲ ಬಾರಿಗೆ ವಿಶ್ವಕಪ್ ಗೆದ್ದಾಗ ತಂಡದ ಪ್ರಮುಖ ಆಟಗಾರರಾಗಿದ್ದ ರೋಜರ್ ಬಿನ್ನಿ ಅವರು ಆ ಟೂರ್ನಿಯಲ್ಲಿ ಅತಿ ಹೆಚ್ಚು ವಿಕೆಟ್ ಪಡೆದ ಬೌಲರ್ ಎಂಬ ಹೆಗ್ಗಳಿಕೆಗೆ ಪಾತ್ರರಾಗಿದ್ದರು. ಅವರು 18 ವಿಕೆಟ್ ಕಬಳಿಸಿ ಭಾರತದ ಗೆಲುವಿನಲ್ಲಿ ನಿರ್ಣಾಯಕ ಪಾತ್ರ ವಹಿಸಿದ್ದರು. ಮಧ್ಯಮ ವೇಗದ ಬೌಲಿಂಗ್ ಜೊತೆಗೆ ಉಪಯುಕ್ತ ಬ್ಯಾಟಿಂಗ್ ಕೂಡ ಅವರ ಶಕ್ತಿಯಾಗಿತ್ತು. ಬಿನ್ನಿ ಅವರು ಬಳಿಕ ಕರ್ನಾಟಕ ತಂಡದ ಕೋಚ್ ಆಗಿಯೂ ಕಾರ್ಯನಿರ್ವಹಿಸಿದ್ದರು. [644,103,782,167]
across-label: ಎಡದಿಂದ ಬಲಕ್ಕೆ: [774,553,808,560]
page-title: ಕ್ರೀಡೆ [495,14,544,50]
briefs-column [14,70,146,356]
lead-photo-caption-3: ಮಿಥಾಲಿ ರಾಜ್ ಗೌರವ [469,259,624,267]
briefs-header [14,70,139,95]
awards-th-1: ಪ್ರಶಸ್ತಿ [849,85,931,97]
